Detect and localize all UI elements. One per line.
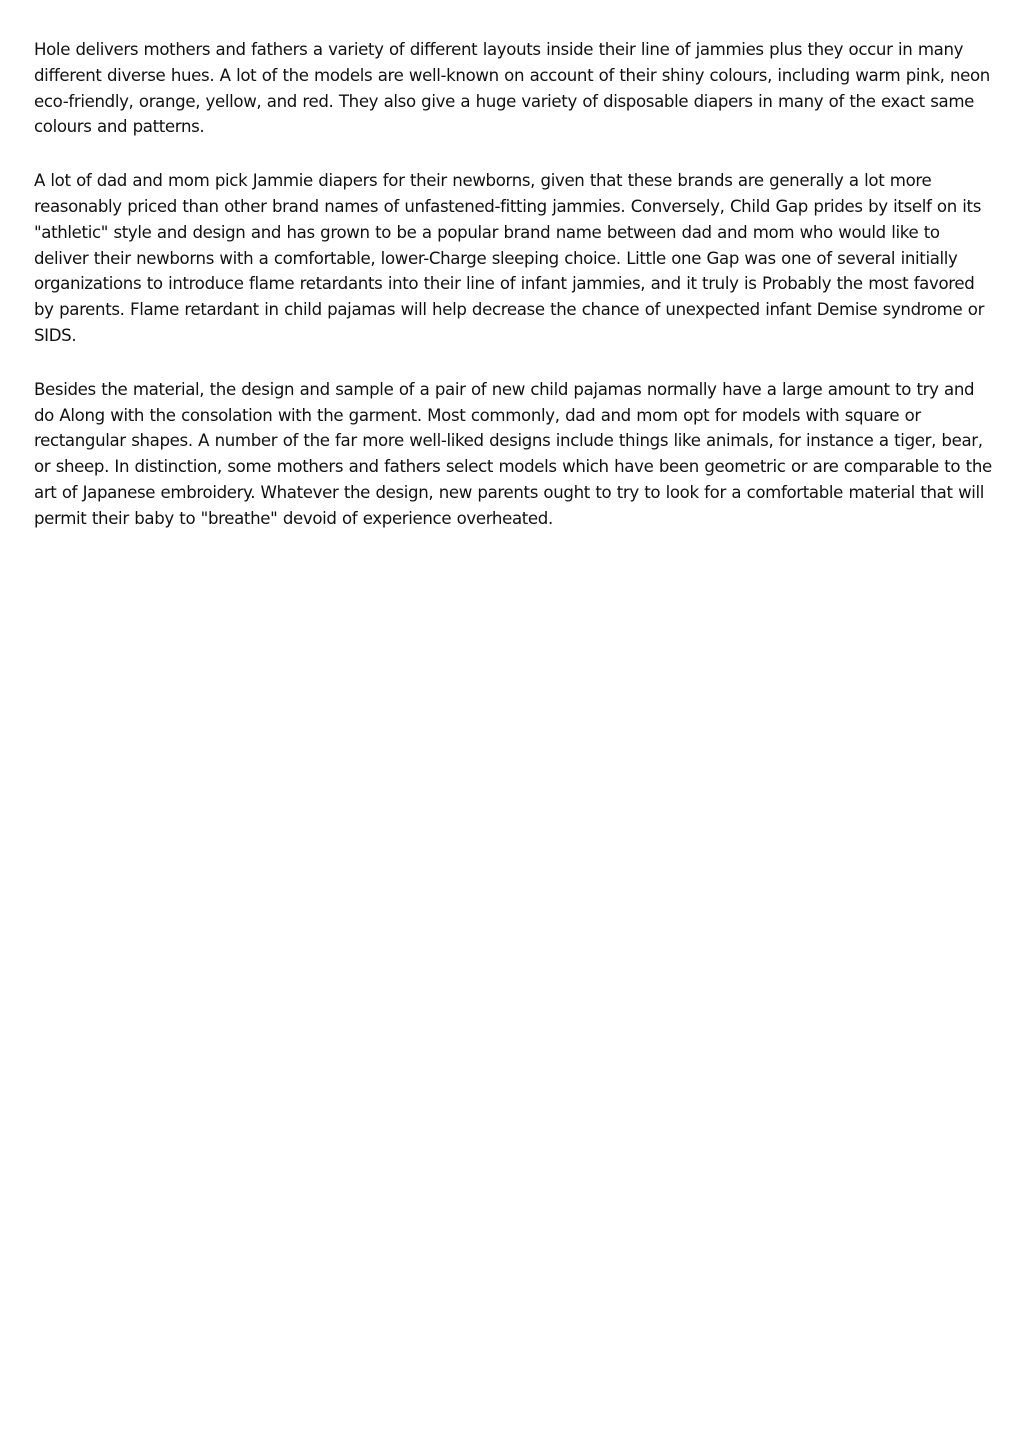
paragraph-1: Hole delivers mothers and fathers a variety of different layouts inside their line of jammies plus they occur in many different diverse hues. A lot of the models are well-known on account of their shiny colours, including warm pink, neon eco-friendly, orange, yellow, and red. They also give a huge variety of disposable diapers in many of the exact same colours and patterns. bbox=[34, 40, 990, 137]
paragraph-2: A lot of dad and mom pick Jammie diapers for their newborns, given that these brands are generally a lot more reasonably priced than other brand names of unfastened-fitting jammies. Conversely, Child Gap prides by itself on its "athletic" style and design and has grown to be a popular brand name between dad and mom who would like to deliver their newborns with a comfortable, lower-Charge sleeping choice. Little one Gap was one of several initially organizations to introduce flame retardants into their line of infant jammies, and it truly is Probably the most favored by parents. Flame retardant in child pajamas will help decrease the chance of unexpected infant Demise syndrome or SIDS. bbox=[34, 171, 985, 345]
paragraph-3: Besides the material, the design and sample of a pair of new child pajamas normally have a large amount to try and do Along with the consolation with the garment. Most commonly, dad and mom opt for models with square or rectangular shapes. A number of the far more well-liked designs include things like animals, for instance a tiger, bear, or sheep. In distinction, some mothers and fathers select models which have been geometric or are comparable to the art of Japanese embroidery. Whatever the design, new parents ought to try to look for a comfortable material that will permit their baby to "breathe" devoid of experience overheated. bbox=[34, 379, 992, 528]
document-body bbox=[34, 37, 992, 560]
